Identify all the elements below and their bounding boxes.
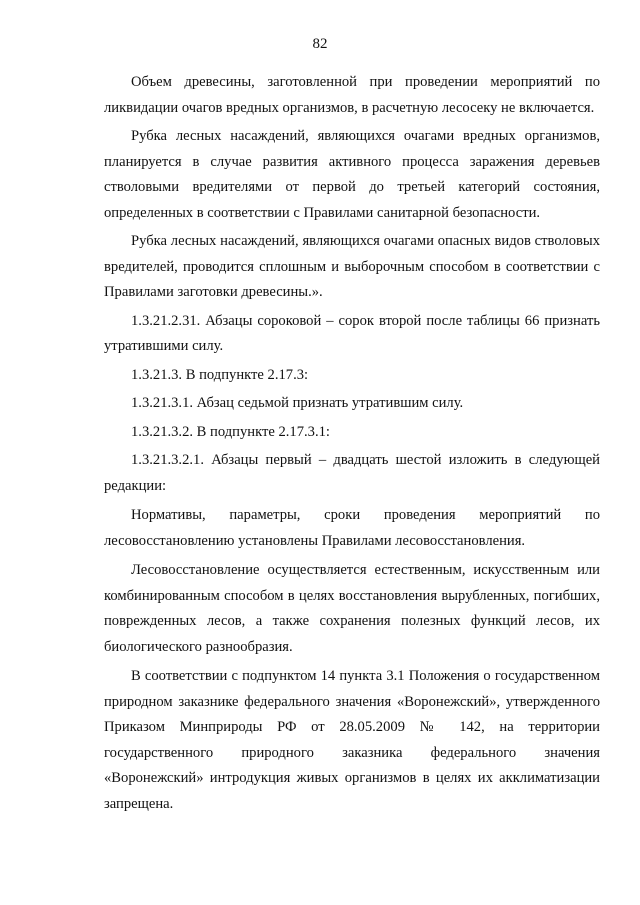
paragraph-amendment-1-3-21-3: 1.3.21.3. В подпункте 2.17.3: [131,366,309,383]
paragraph-reforestation-methods: Лесовосстановление осуществляется естественным, искусственным или комбинированным способом в целях восстановления вырубленных, погибших, поврежденных лесов, а также сохранения полезных функций лесов, их биологического разнообразия. [104,562,600,655]
paragraph-reforestation-standards: Нормативы, параметры, сроки проведения мероприятий по лесовосстановлению установлены Правилами лесовосстановления. [104,507,600,549]
paragraph-amendment-1-3-21-3-2: 1.3.21.3.2. В подпункте 2.17.3.1: [131,423,330,440]
paragraph-amendment-1-3-21-2-31: 1.3.21.2.31. Абзацы сороковой – сорок второй после таблицы 66 признать утратившими силу. [104,312,600,354]
paragraph-timber-volume: Объем древесины, заготовленной при проведении мероприятий по ликвидации очагов вредных организмов, в расчетную лесосеку не включается. [104,74,600,116]
document-body [104,70,600,820]
paragraph-pest-felling-planning: Рубка лесных насаждений, являющихся очагами вредных организмов, планируется в случае развития активного процесса заражения деревьев стволовыми вредителями от первой до третьей категорий состояния, определенных в соответствии с Правилами санитарной безопасности. [104,128,600,221]
paragraph-amendment-1-3-21-3-2-1: 1.3.21.3.2.1. Абзацы первый – двадцать шестой изложить в следующей редакции: [104,452,600,494]
paragraph-voronezh-reserve: В соответствии с подпунктом 14 пункта 3.1 Положения о государственном природном заказнике федерального значения «Воронежский», утвержденного Приказом Минприроды РФ от 28.05.2009 № 142, на территории государственного природного заказника федерального значения «Воронежский» интродукция живых организмов в целях их акклиматизации запрещена. [104,668,600,812]
page-number: 82 [312,36,328,52]
paragraph-dangerous-pests-felling: Рубка лесных насаждений, являющихся очагами опасных видов стволовых вредителей, проводится сплошным и выборочным способом в соответствии с Правилами заготовки древесины.». [104,233,600,300]
paragraph-amendment-1-3-21-3-1: 1.3.21.3.1. Абзац седьмой признать утратившим силу. [131,395,464,411]
